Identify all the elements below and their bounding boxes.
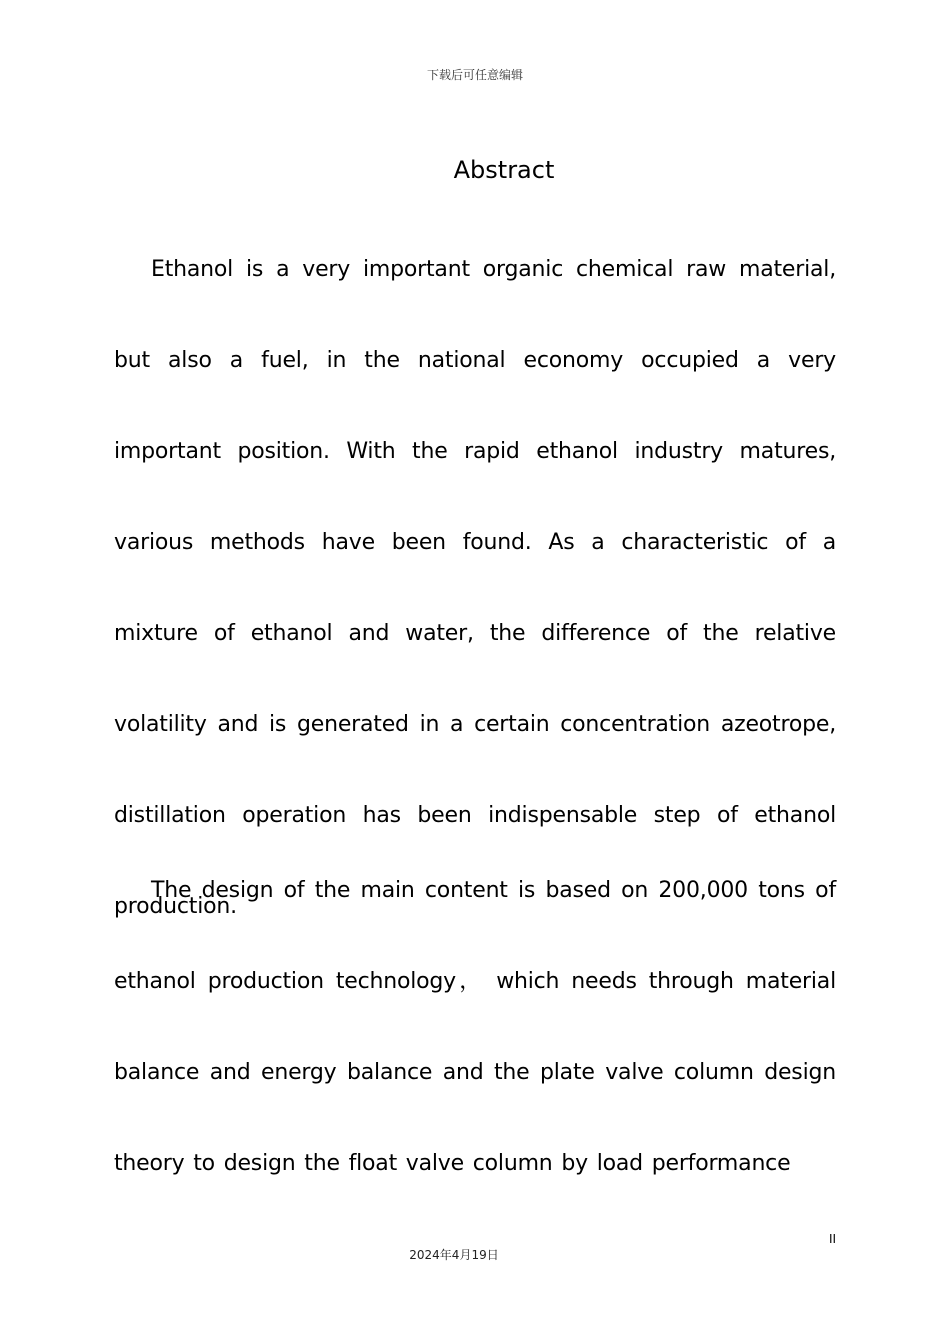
document-title: Abstract — [453, 156, 555, 184]
header-note: 下载后可任意编辑 — [426, 68, 523, 82]
abstract-paragraph-1: Ethanol is a very important organic chemical raw material, but also a fuel, in the national economy occupied a very important position. With the rapid ethanol industry matures, various methods have been found. As a characteristic of a mixture of ethanol and water, the difference of the relative volatility and is generated in a certain concentration azeotrope, distillation operation has been indispensable step of ethanol production. — [114, 257, 836, 919]
page-number: II — [829, 1232, 837, 1246]
footer-date: 2024年4月19日 — [409, 1248, 499, 1262]
abstract-paragraph-2: The design of the main content is based on 200,000 tons of ethanol production technology， which needs through material balance and energy balance and the plate valve column design theory to design the float valve column by load performance — [114, 878, 836, 1176]
